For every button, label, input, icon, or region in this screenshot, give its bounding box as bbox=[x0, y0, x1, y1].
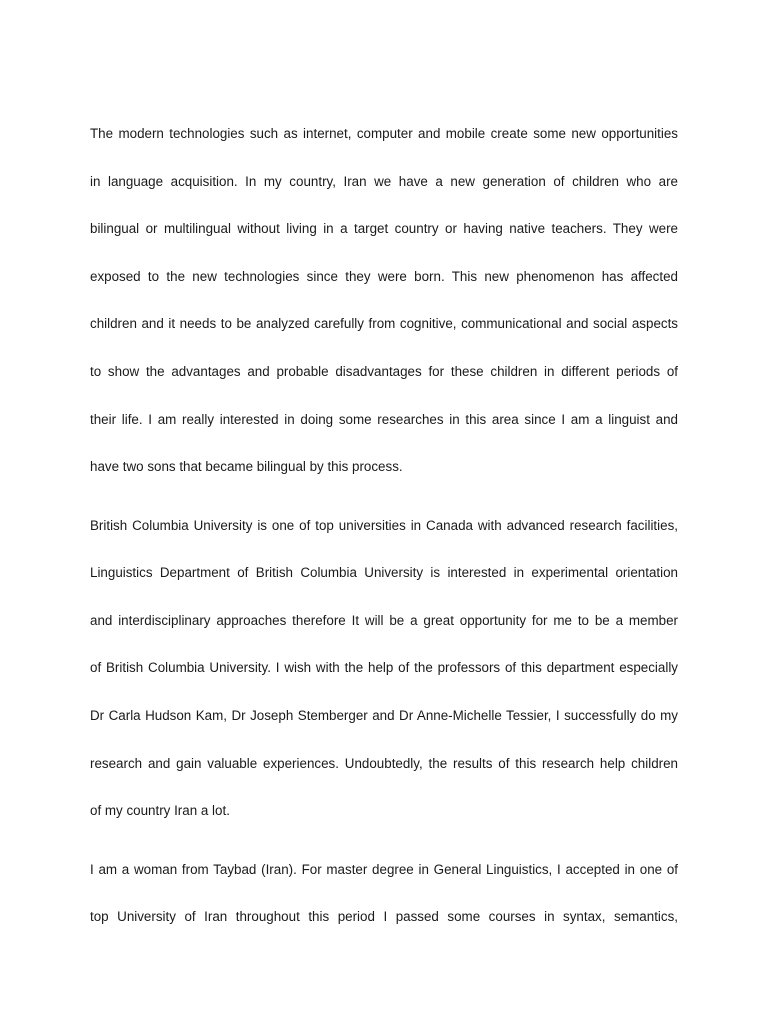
paragraph-3 bbox=[90, 858, 678, 953]
text-line: top University of Iran throughout this period I passed some courses in syntax, semantics, bbox=[90, 909, 678, 925]
text-line: have two sons that became bilingual by this process. bbox=[90, 459, 403, 475]
paragraph-1 bbox=[90, 122, 678, 503]
text-line: Dr Carla Hudson Kam, Dr Joseph Stemberger and Dr Anne-Michelle Tessier, I successfully do my bbox=[90, 707, 678, 723]
text-line: The modern technologies such as internet, computer and mobile create some new opportunities bbox=[90, 126, 678, 141]
paragraph-spacer bbox=[90, 847, 678, 858]
text-line: research and gain valuable experiences. Undoubtedly, the results of this research help children bbox=[90, 755, 678, 771]
text-line: British Columbia University is one of top universities in Canada with advanced research facilities, bbox=[90, 517, 678, 533]
text-line: I am a woman from Taybad (Iran). For master degree in General Linguistics, I accepted in one of bbox=[90, 861, 678, 877]
text-line: of my country Iran a lot. bbox=[90, 803, 230, 819]
paragraph-2 bbox=[90, 514, 678, 847]
text-line: children and it needs to be analyzed carefully from cognitive, communicational and social aspects bbox=[90, 316, 678, 332]
text-line: of British Columbia University. I wish with the help of the professors of this department especially bbox=[90, 660, 678, 676]
text-line: in language acquisition. In my country, Iran we have a new generation of children who are bbox=[90, 173, 678, 189]
text-line: Linguistics Department of British Columbia University is interested in experimental orientation bbox=[90, 565, 678, 581]
text-line: their life. I am really interested in doing some researches in this area since I am a linguist and bbox=[90, 411, 678, 427]
paragraph-spacer bbox=[90, 503, 678, 514]
document-body bbox=[90, 122, 678, 953]
text-line: and interdisciplinary approaches therefore It will be a great opportunity for me to be a member bbox=[90, 612, 678, 628]
text-line: to show the advantages and probable disadvantages for these children in different periods of bbox=[90, 363, 678, 379]
text-line: bilingual or multilingual without living in a target country or having native teachers. They were bbox=[90, 221, 678, 237]
text-line: exposed to the new technologies since they were born. This new phenomenon has affected bbox=[90, 268, 678, 284]
